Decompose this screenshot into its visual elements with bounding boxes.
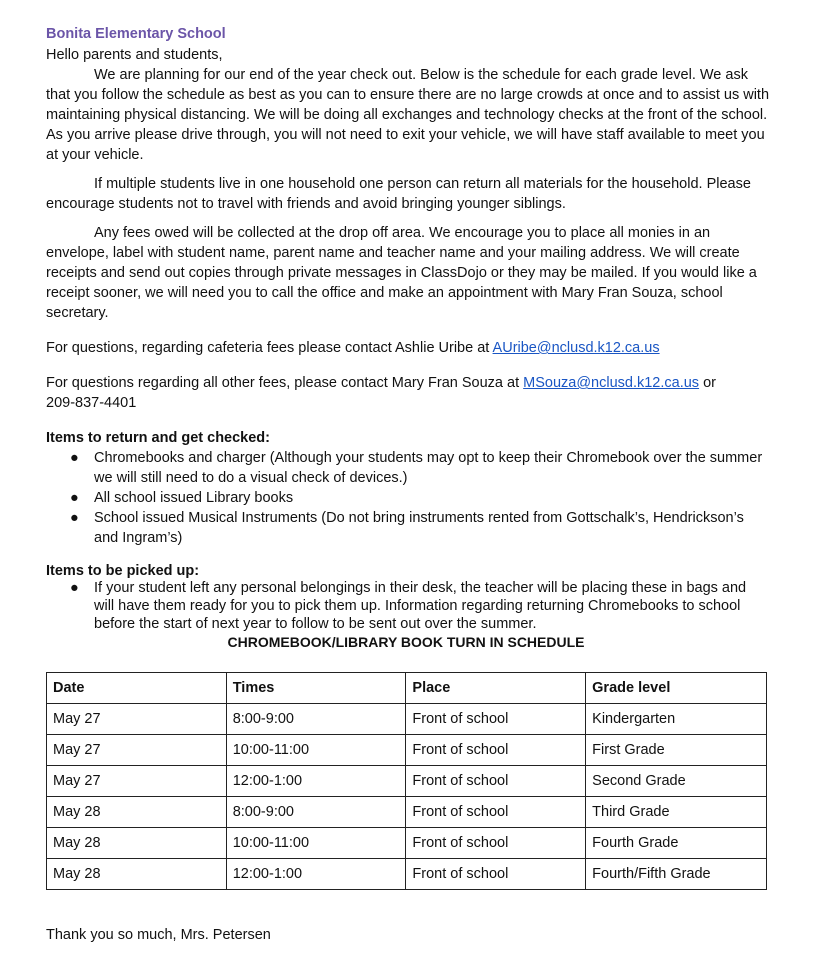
cell-time: 8:00-9:00 <box>226 704 406 735</box>
cell-place: Front of school <box>406 766 586 797</box>
cell-grade: Second Grade <box>586 766 767 797</box>
phone-number: 209-837-4401 <box>46 395 137 411</box>
table-row <box>47 704 767 735</box>
return-list <box>46 448 766 548</box>
header-place: Place <box>406 673 586 704</box>
bullet-icon: ● <box>70 510 79 526</box>
closing-signature: Thank you so much, Mrs. Petersen <box>46 927 271 943</box>
list-item: ● School issued Musical Instruments (Do not bring instruments rented from Gottschalk’s, Hendrickson’s and Ingram’s) <box>70 510 744 546</box>
table-row <box>47 797 767 828</box>
schedule-table <box>46 672 767 890</box>
cell-date: May 27 <box>47 766 227 797</box>
list-item: ● Chromebooks and charger (Although your students may opt to keep their Chromebook over the summer we will still need to do a visual check of devices.) <box>70 450 763 486</box>
contact-other-fees <box>46 373 771 413</box>
cell-time: 10:00-11:00 <box>226 828 406 859</box>
cell-grade: Fourth Grade <box>586 828 767 859</box>
table-header-row <box>47 673 767 704</box>
table-row <box>47 859 767 890</box>
header-times: Times <box>226 673 406 704</box>
bullet-icon: ● <box>70 580 79 596</box>
table-row <box>47 828 767 859</box>
contact-cafeteria-text: For questions, regarding cafeteria fees please contact Ashlie Uribe at <box>46 340 493 356</box>
cell-date: May 28 <box>47 797 227 828</box>
cell-time: 8:00-9:00 <box>226 797 406 828</box>
list-item: ● All school issued Library books <box>70 490 294 506</box>
school-name: Bonita Elementary School <box>46 26 226 42</box>
pickup-list <box>46 579 766 633</box>
email-link-auribe[interactable]: AUribe@nclusd.k12.ca.us <box>492 340 660 356</box>
header-grade-level: Grade level <box>586 673 767 704</box>
paragraph-checkout-plan: We are planning for our end of the year check out. Below is the schedule for each grade level. We ask that you follow the schedule as best as you can to ensure there are no large crowds at once and to assist us with maintaining physical distancing. We will be doing all exchanges and technology checks at the front of the school. As you arrive please drive through, you will not need to exit your vehicle, we will have staff available to meet you at your vehicle. <box>46 67 770 163</box>
cell-grade: Kindergarten <box>586 704 767 735</box>
cell-time: 12:00-1:00 <box>226 766 406 797</box>
cell-grade: Fourth/Fifth Grade <box>586 859 767 890</box>
cell-date: May 28 <box>47 828 227 859</box>
cell-date: May 28 <box>47 859 227 890</box>
cell-date: May 27 <box>47 704 227 735</box>
bullet-icon: ● <box>70 490 79 506</box>
table-row <box>47 735 767 766</box>
contact-cafeteria <box>46 338 771 358</box>
header-date: Date <box>47 673 227 704</box>
cell-place: Front of school <box>406 828 586 859</box>
cell-place: Front of school <box>406 859 586 890</box>
paragraph-fees: Any fees owed will be collected at the drop off area. We encourage you to place all monies in an envelope, label with student name, parent name and teacher name and your mailing address. We will create receipts and send out copies through private messages in ClassDojo or they may be mailed. If you would like a receipt sooner, we will need you to call the office and make an appointment with Mary Fran Souza, school secretary. <box>46 225 757 321</box>
contact-or: or <box>699 375 716 391</box>
cell-grade: First Grade <box>586 735 767 766</box>
cell-place: Front of school <box>406 704 586 735</box>
greeting: Hello parents and students, <box>46 47 223 63</box>
return-heading: Items to return and get checked: <box>46 430 270 446</box>
paragraph-household: If multiple students live in one household one person can return all materials for the household. Please encourage students not to travel with friends and avoid bringing younger siblings. <box>46 176 751 212</box>
pickup-heading: Items to be picked up: <box>46 563 200 579</box>
cell-place: Front of school <box>406 735 586 766</box>
cell-date: May 27 <box>47 735 227 766</box>
cell-grade: Third Grade <box>586 797 767 828</box>
cell-time: 12:00-1:00 <box>226 859 406 890</box>
cell-time: 10:00-11:00 <box>226 735 406 766</box>
list-item: ● If your student left any personal belongings in their desk, the teacher will be placing these in bags and will have them ready for you to pick them up. Information regarding returning Chromebooks to school before the start of next year to follow to be sent out over the summer. <box>70 580 747 632</box>
table-row <box>47 766 767 797</box>
email-link-msouza[interactable]: MSouza@nclusd.k12.ca.us <box>523 375 700 391</box>
contact-other-text: For questions regarding all other fees, please contact Mary Fran Souza at <box>46 375 524 391</box>
schedule-title: CHROMEBOOK/LIBRARY BOOK TURN IN SCHEDULE <box>227 634 585 650</box>
bullet-icon: ● <box>70 450 79 466</box>
cell-place: Front of school <box>406 797 586 828</box>
